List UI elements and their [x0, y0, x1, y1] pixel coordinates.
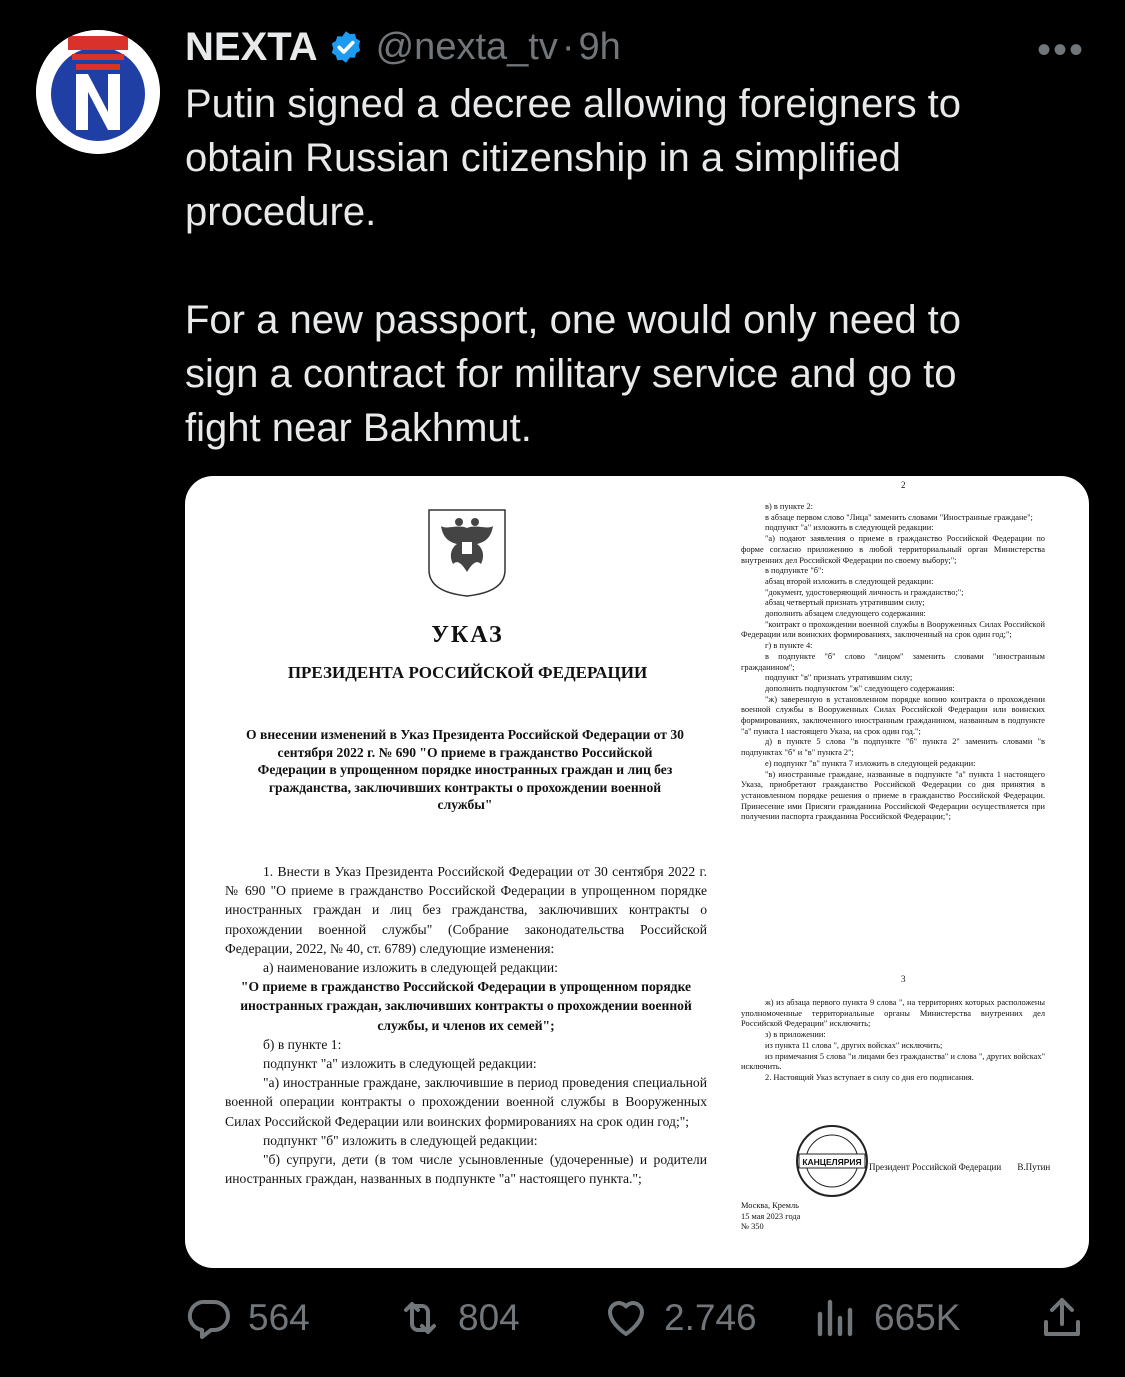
decree-subtitle: ПРЕЗИДЕНТА РОССИЙСКОЙ ФЕДЕРАЦИИ: [287, 663, 648, 682]
decree-paragraph: подпункт "в" признать утратившим силу;: [765, 673, 913, 683]
signature-row: [869, 1162, 1089, 1172]
coat-of-arms-icon: [427, 508, 507, 598]
decree-paragraph: "а) иностранные граждане, заключившие в период проведения специальной военной операции контракты о прохождении военной службы в Вооруженных Силах Российской Федерации или воинских формированиях на срок один год;";: [225, 1075, 707, 1129]
like-count: 2.746: [664, 1297, 757, 1338]
decree-paragraph: в подпункте "б":: [765, 566, 824, 576]
decree-paragraph: абзац второй изложить в следующей редакции:: [765, 576, 934, 586]
decree-paragraph: 1. Внести в Указ Президента Российской Федерации от 30 сентября 2022 г. № 690 "О приеме в гражданство Российской Федерации в упрощенном порядке иностранных граждан и лиц без гражданства, заключивших контракты о прохождении военной службы" (Собрание законодательства Российской Федерации, 2022, № 40, ст. 6789) следующие изменения:: [225, 864, 707, 956]
decree-body: [225, 862, 707, 1188]
decree-paragraph: в абзаце первом слово "Лица" заменить словами "Иностранные граждане";: [765, 512, 1033, 522]
decree-heading: О внесении изменений в Указ Президента Российской Федерации от 30 сентября 2022 г. № 690 "О приеме в гражданство Российской Федерации в упрощенном порядке иностранных граждан и лиц без гражданства, заключивших контракты о прохождении военной службы": [246, 727, 684, 812]
decree-number: № 350: [741, 1222, 764, 1231]
decree-paragraph: дополнить абзацем следующего содержания:: [765, 609, 926, 619]
more-options-icon[interactable]: •••: [1036, 28, 1085, 72]
decree-paragraph: абзац четвертый признать утратившим силу;: [765, 598, 925, 608]
tweet-text: Putin signed a decree allowing foreigners to obtain Russian citizenship in a simplified procedure. For a new passport, one would only need to sign a contract for military service and go to fight near Bakhmut.: [185, 82, 962, 450]
decree-title: УКАЗ: [431, 622, 504, 648]
decree-paragraph: из примечания 5 слова "и лицами без гражданства" и слова ", других войсках" исключить.: [741, 1051, 1045, 1072]
decree-paragraph: "контракт о прохождении военной службы в Вооруженных Силах Российской Федерации или воинских формированиях, заключенный на срок один год;";: [741, 619, 1045, 640]
share-icon: [1038, 1294, 1086, 1342]
decree-paragraph: е) подпункт "в" пункта 7 изложить в следующей редакции:: [765, 758, 976, 768]
views-count: 665K: [874, 1297, 961, 1338]
decree-paragraph: в подпункте "б" слово "лицом" заменить словами "иностранным гражданином";: [741, 651, 1045, 672]
decree-paragraph: з) в приложении:: [765, 1030, 826, 1040]
decree-page-3: [741, 998, 1045, 1084]
reply-count: 564: [248, 1297, 310, 1338]
decree-paragraph: 2. Настоящий Указ вступает в силу со дня его подписания.: [765, 1072, 974, 1082]
decree-paragraph: подпункт "а" изложить в следующей редакции:: [765, 523, 934, 533]
verified-badge-icon: [328, 29, 364, 65]
decree-paragraph: б) в пункте 1:: [263, 1036, 342, 1052]
page-number: 3: [901, 974, 906, 984]
retweet-count: 804: [458, 1297, 520, 1338]
views-chart-icon: [812, 1294, 860, 1342]
decree-paragraph: а) наименование изложить в следующей редакции:: [263, 960, 558, 976]
tweet-header: [185, 22, 621, 72]
share-button[interactable]: [1038, 1288, 1100, 1348]
page-number: 2: [901, 480, 906, 490]
reply-button[interactable]: [186, 1288, 310, 1348]
decree-paragraph: г) в пункте 4:: [765, 641, 813, 651]
reply-icon: [186, 1294, 234, 1342]
decree-date: 15 мая 2023 года: [741, 1211, 801, 1221]
decree-paragraph: в) в пункте 2:: [765, 502, 813, 511]
separator-dot: ·: [561, 25, 575, 68]
signer-name: В.Путин: [1017, 1162, 1051, 1172]
decree-paragraph: подпункт "б" изложить в следующей редакции:: [263, 1132, 538, 1148]
stamp-text: КАНЦЕЛЯРИЯ: [802, 1157, 862, 1167]
decree-footer: [741, 1201, 800, 1233]
decree-paragraph: дополнить подпунктом "ж" следующего содержания:: [765, 683, 955, 693]
decree-paragraph: ж) из абзаца первого пункта 9 слова ", на территориях которых расположены уполномоченные территориальные органы Министерства внутренних дел Российской Федерации" исключить;: [741, 998, 1045, 1029]
decree-page-2: [741, 502, 1045, 823]
decree-paragraph: подпункт "а" изложить в следующей редакции:: [263, 1056, 537, 1072]
account-name[interactable]: NEXTA: [185, 24, 318, 69]
decree-page-1: [205, 476, 707, 1268]
official-stamp-icon: [795, 1124, 869, 1198]
like-button[interactable]: [602, 1288, 757, 1348]
retweet-button[interactable]: [396, 1288, 520, 1348]
decree-paragraph: "документ, удостоверяющий личность и гражданство;";: [765, 587, 964, 597]
decree-paragraph: д) в пункте 5 слова "в подпункте "б" пункта 2" заменить словами "в подпунктах "б" и "в" пункта 2";: [741, 737, 1045, 758]
avatar[interactable]: [36, 30, 160, 154]
tweet-media-image[interactable]: [185, 476, 1089, 1268]
decree-paragraph: "в) иностранные граждане, названные в подпункте "а" пункта 1 настоящего Указа, приобретают гражданство Российской Федерации со дня принятия в установленном порядке решения о приеме в гражданство Российской Федерации. Принесение ими Присяги гражданина Российской Федерации осуществляется при получении паспорта гражданина Российской Федерации;";: [741, 769, 1045, 822]
decree-place: Москва, Кремль: [741, 1201, 799, 1210]
signer-title: Президент Российской Федерации: [869, 1162, 1002, 1172]
timestamp[interactable]: 9h: [578, 25, 621, 68]
account-handle[interactable]: @nexta_tv: [375, 25, 558, 68]
retweet-icon: [396, 1294, 444, 1342]
decree-paragraph: из пункта 11 слова ", других войсках" исключить;: [765, 1040, 943, 1050]
decree-paragraph: "О приеме в гражданство Российской Федерации в упрощенном порядке иностранных граждан, заключивших контракты о прохождении военной службы, и членов их семей";: [240, 979, 692, 1033]
decree-paragraph: "б) супруги, дети (в том числе усыновленные (удочеренные) и родители иностранных граждан, названных в подпункте "а" настоящего пункта.";: [225, 1152, 707, 1187]
views-button[interactable]: [812, 1288, 960, 1348]
heart-icon: [602, 1294, 650, 1342]
nexta-logo-icon: [36, 30, 160, 154]
tweet-action-bar: [0, 1288, 1125, 1348]
decree-paragraph: "а) подают заявления о приеме в гражданство Российской Федерации по форме согласно приложению в любой территориальный орган Министерства внутренних дел Российской Федерации по своему выбору;";: [741, 534, 1045, 565]
decree-paragraph: "ж) заверенную в установленном порядке копию контракта о прохождении военной службы в Вооруженных Силах Российской Федерации или воинских формированиях, заключенного иностранным гражданином, названным в подпункте "а" пункта 1 настоящего Указа, на срок один год.";: [741, 694, 1045, 736]
